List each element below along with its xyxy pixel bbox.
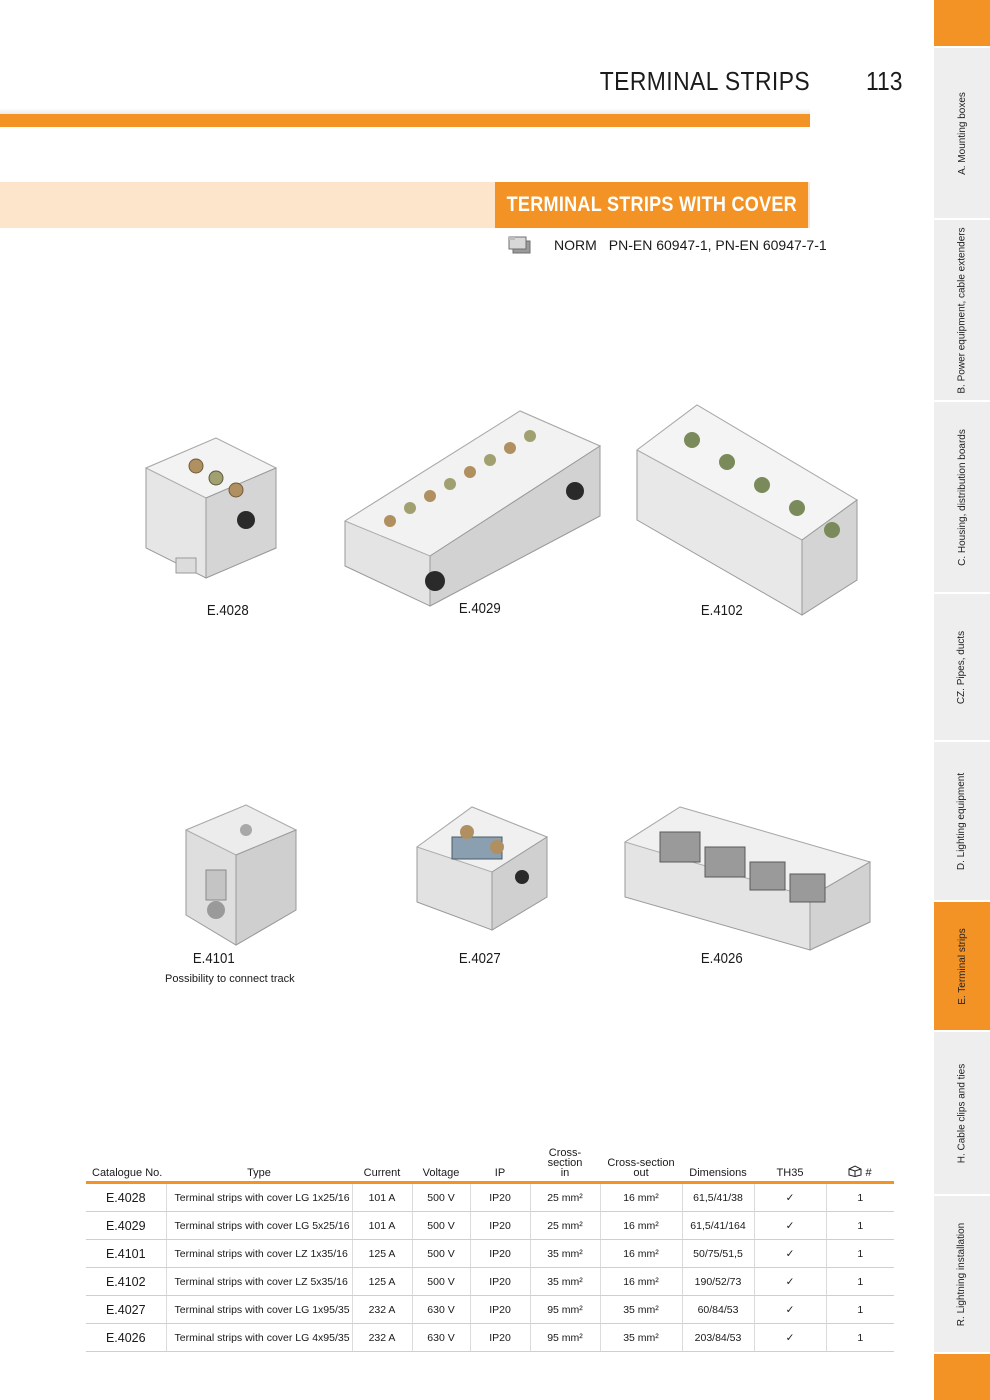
tab-power-equipment[interactable]: [934, 220, 990, 400]
tab-terminal-strips[interactable]: [934, 902, 990, 1030]
cell-ip: IP20: [470, 1296, 530, 1324]
tab-pipes-ducts[interactable]: [934, 594, 990, 740]
table-row: [86, 1324, 894, 1352]
cell-ip: IP20: [470, 1324, 530, 1352]
spec-table: [86, 1148, 894, 1352]
cell-cs-in: 25 mm²: [530, 1183, 600, 1212]
package-box-icon: [848, 1167, 865, 1179]
cell-voltage: 500 V: [412, 1240, 470, 1268]
cell-voltage: 630 V: [412, 1324, 470, 1352]
cs-out-line1: Cross-section: [607, 1157, 675, 1169]
cell-catalogue: E.4102: [86, 1268, 166, 1296]
cell-voltage: 500 V: [412, 1183, 470, 1212]
cell-type: Terminal strips with cover LG 1x95/35: [166, 1296, 352, 1324]
product-code-e4029: E.4029: [458, 600, 501, 617]
col-type: Type: [166, 1148, 352, 1183]
package-hash: #: [865, 1167, 872, 1179]
product-code-e4102: E.4102: [700, 602, 743, 619]
cell-dimensions: 203/84/53: [682, 1324, 754, 1352]
tab-label: E. Terminal strips: [956, 927, 968, 1005]
cell-dimensions: 61,5/41/164: [682, 1212, 754, 1240]
cell-package: 1: [826, 1240, 894, 1268]
cell-voltage: 500 V: [412, 1268, 470, 1296]
cell-package: 1: [826, 1183, 894, 1212]
cell-ip: IP20: [470, 1212, 530, 1240]
cell-catalogue: E.4026: [86, 1324, 166, 1352]
section-title: TERMINAL STRIPS WITH COVER: [506, 193, 797, 216]
tab-label: C. Housing, distribution boards: [956, 428, 968, 566]
col-dimensions: Dimensions: [682, 1148, 754, 1183]
cell-type: Terminal strips with cover LZ 5x35/16: [166, 1268, 352, 1296]
cell-th35-check: ✓: [754, 1268, 826, 1296]
cell-current: 101 A: [352, 1183, 412, 1212]
cell-ip: IP20: [470, 1183, 530, 1212]
cell-voltage: 500 V: [412, 1212, 470, 1240]
product-code-e4026: E.4026: [700, 950, 743, 967]
cell-cs-in: 95 mm²: [530, 1324, 600, 1352]
cell-th35-check: ✓: [754, 1240, 826, 1268]
cell-package: 1: [826, 1324, 894, 1352]
page-number: 113: [866, 66, 903, 96]
col-cross-section-out: [600, 1148, 682, 1183]
cell-current: 232 A: [352, 1324, 412, 1352]
header-rule: [0, 114, 810, 127]
tab-label: D. Lighting equipment: [956, 772, 968, 870]
product-image-e4102: [632, 400, 862, 620]
cell-cs-in: 95 mm²: [530, 1296, 600, 1324]
product-image-e4027: [412, 802, 552, 932]
col-catalogue: Catalogue No.: [86, 1148, 166, 1183]
cell-catalogue: E.4028: [86, 1183, 166, 1212]
tab-mounting-boxes[interactable]: [934, 48, 990, 218]
cell-ip: IP20: [470, 1240, 530, 1268]
cell-cs-out: 35 mm²: [600, 1296, 682, 1324]
cell-current: 125 A: [352, 1240, 412, 1268]
product-image-e4029: [340, 396, 605, 611]
tab-label: H. Cable clips and ties: [956, 1063, 968, 1163]
cell-type: Terminal strips with cover LZ 1x35/16: [166, 1240, 352, 1268]
table-header-row: [86, 1148, 894, 1183]
cell-cs-out: 16 mm²: [600, 1183, 682, 1212]
cell-cs-in: 35 mm²: [530, 1240, 600, 1268]
cell-voltage: 630 V: [412, 1296, 470, 1324]
tab-cable-clips[interactable]: [934, 1032, 990, 1194]
product-code-e4027: E.4027: [458, 950, 501, 967]
page-title: TERMINAL STRIPS: [599, 66, 810, 96]
col-package: [826, 1148, 894, 1183]
cell-cs-out: 35 mm²: [600, 1324, 682, 1352]
cell-dimensions: 61,5/41/38: [682, 1183, 754, 1212]
product-code-e4028: E.4028: [206, 602, 249, 619]
tab-housing[interactable]: [934, 402, 990, 592]
col-ip: IP: [470, 1148, 530, 1183]
table-row: [86, 1240, 894, 1268]
cell-cs-out: 16 mm²: [600, 1268, 682, 1296]
cell-package: 1: [826, 1268, 894, 1296]
chapter-tabs: [934, 0, 990, 1400]
tab-label: R. Lightning installation: [956, 1222, 968, 1326]
cs-in-line1: Cross-section: [547, 1147, 583, 1169]
cell-current: 101 A: [352, 1212, 412, 1240]
cell-current: 232 A: [352, 1296, 412, 1324]
cell-th35-check: ✓: [754, 1183, 826, 1212]
norm-label: NORM: [554, 237, 597, 253]
col-voltage: Voltage: [412, 1148, 470, 1183]
cell-cs-in: 35 mm²: [530, 1268, 600, 1296]
col-cross-section-in: [530, 1148, 600, 1183]
cell-ip: IP20: [470, 1268, 530, 1296]
cs-in-line2: in: [560, 1167, 570, 1179]
tab-label: CZ. Pipes, ducts: [956, 630, 968, 704]
section-title-box: [495, 182, 808, 228]
tab-lighting-equipment[interactable]: [934, 742, 990, 900]
tab-label: A. Mounting boxes: [956, 91, 968, 175]
cell-catalogue: E.4027: [86, 1296, 166, 1324]
product-image-e4101: [176, 800, 306, 950]
product-code-e4101: E.4101: [192, 950, 235, 967]
norm-value: PN-EN 60947-1, PN-EN 60947-7-1: [608, 237, 827, 253]
cell-dimensions: 50/75/51,5: [682, 1240, 754, 1268]
cell-package: 1: [826, 1212, 894, 1240]
cell-type: Terminal strips with cover LG 1x25/16: [166, 1183, 352, 1212]
tab-bottom-accent: [934, 1354, 990, 1400]
cell-cs-out: 16 mm²: [600, 1212, 682, 1240]
tab-lightning-installation[interactable]: [934, 1196, 990, 1352]
product-image-e4028: [136, 428, 286, 588]
cell-type: Terminal strips with cover LG 4x95/35: [166, 1324, 352, 1352]
product-note-e4101: Possibility to connect track: [165, 973, 295, 985]
table-row: [86, 1183, 894, 1212]
cell-th35-check: ✓: [754, 1212, 826, 1240]
document-stack-icon: [508, 236, 532, 254]
cell-th35-check: ✓: [754, 1324, 826, 1352]
table-row: [86, 1296, 894, 1324]
cell-cs-out: 16 mm²: [600, 1240, 682, 1268]
cell-catalogue: E.4101: [86, 1240, 166, 1268]
cell-dimensions: 190/52/73: [682, 1268, 754, 1296]
cell-dimensions: 60/84/53: [682, 1296, 754, 1324]
col-th35: TH35: [754, 1148, 826, 1183]
cell-package: 1: [826, 1296, 894, 1324]
cell-current: 125 A: [352, 1268, 412, 1296]
cell-type: Terminal strips with cover LG 5x25/16: [166, 1212, 352, 1240]
cs-out-line2: out: [633, 1167, 649, 1179]
product-image-e4026: [620, 802, 875, 952]
col-current: Current: [352, 1148, 412, 1183]
tab-top-accent: [934, 0, 990, 46]
table-row: [86, 1268, 894, 1296]
cell-th35-check: ✓: [754, 1296, 826, 1324]
cell-cs-in: 25 mm²: [530, 1212, 600, 1240]
cell-catalogue: E.4029: [86, 1212, 166, 1240]
table-row: [86, 1212, 894, 1240]
norm-row: [508, 236, 827, 254]
tab-label: B. Power equipment, cable extenders: [956, 226, 968, 394]
